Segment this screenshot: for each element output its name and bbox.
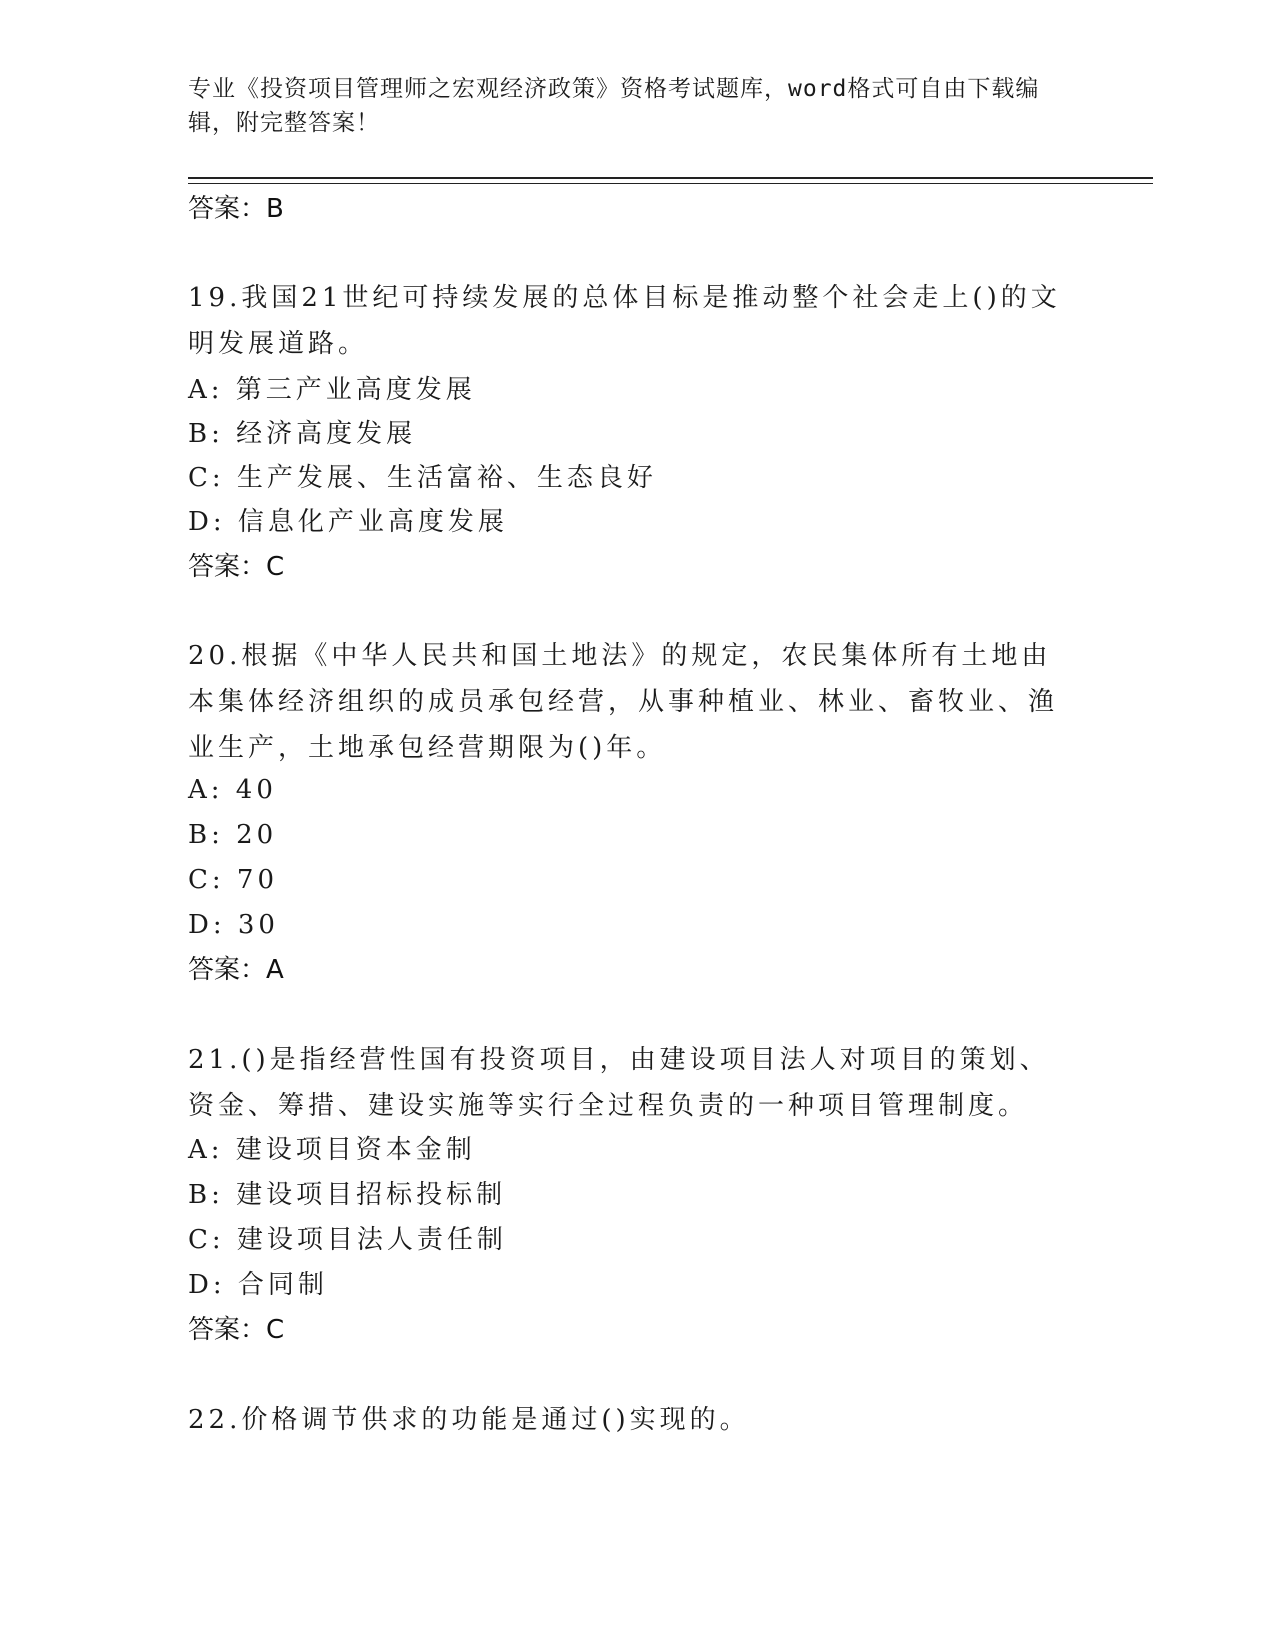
document-header: 专业《投资项目管理师之宏观经济政策》资格考试题库，word格式可自由下载编辑，附完整答案！ — [188, 76, 1040, 136]
question-20-option-a: A: 40 — [188, 775, 277, 805]
question-19-option-c: C: 生产发展、生活富裕、生态良好 — [188, 463, 657, 493]
answer-20: 答案：A — [188, 955, 284, 985]
question-20: 20.根据《中华人民共和国土地法》的规定，农民集体所有土地由本集体经济组织的成员承包经营，从事种植业、林业、畜牧业、渔业生产，土地承包经营期限为()年。 — [188, 641, 1059, 763]
question-21-option-b: B: 建设项目招标投标制 — [188, 1180, 507, 1210]
question-20-option-d: D: 30 — [188, 910, 279, 940]
answer-18: 答案：B — [188, 194, 284, 224]
answer-19: 答案：C — [188, 552, 285, 582]
question-21-option-c: C: 建设项目法人责任制 — [188, 1225, 507, 1255]
question-20-option-b: B: 20 — [188, 820, 278, 850]
question-19-option-d: D: 信息化产业高度发展 — [188, 507, 508, 537]
header-divider-thin — [188, 183, 1153, 184]
question-20-option-c: C: 70 — [188, 865, 279, 895]
answer-21: 答案：C — [188, 1315, 285, 1345]
question-21: 21.()是指经营性国有投资项目，由建设项目法人对项目的策划、资金、筹措、建设实施等实行全过程负责的一种项目管理制度。 — [188, 1045, 1050, 1121]
header-divider-thick — [188, 177, 1153, 179]
question-19-option-b: B: 经济高度发展 — [188, 419, 417, 449]
question-21-option-d: D: 合同制 — [188, 1270, 328, 1300]
question-19-option-a: A: 第三产业高度发展 — [188, 375, 476, 405]
question-19: 19.我国21世纪可持续发展的总体目标是推动整个社会走上()的文明发展道路。 — [188, 283, 1061, 359]
question-22: 22.价格调节供求的功能是通过()实现的。 — [188, 1405, 750, 1435]
question-21-option-a: A: 建设项目资本金制 — [188, 1135, 476, 1165]
